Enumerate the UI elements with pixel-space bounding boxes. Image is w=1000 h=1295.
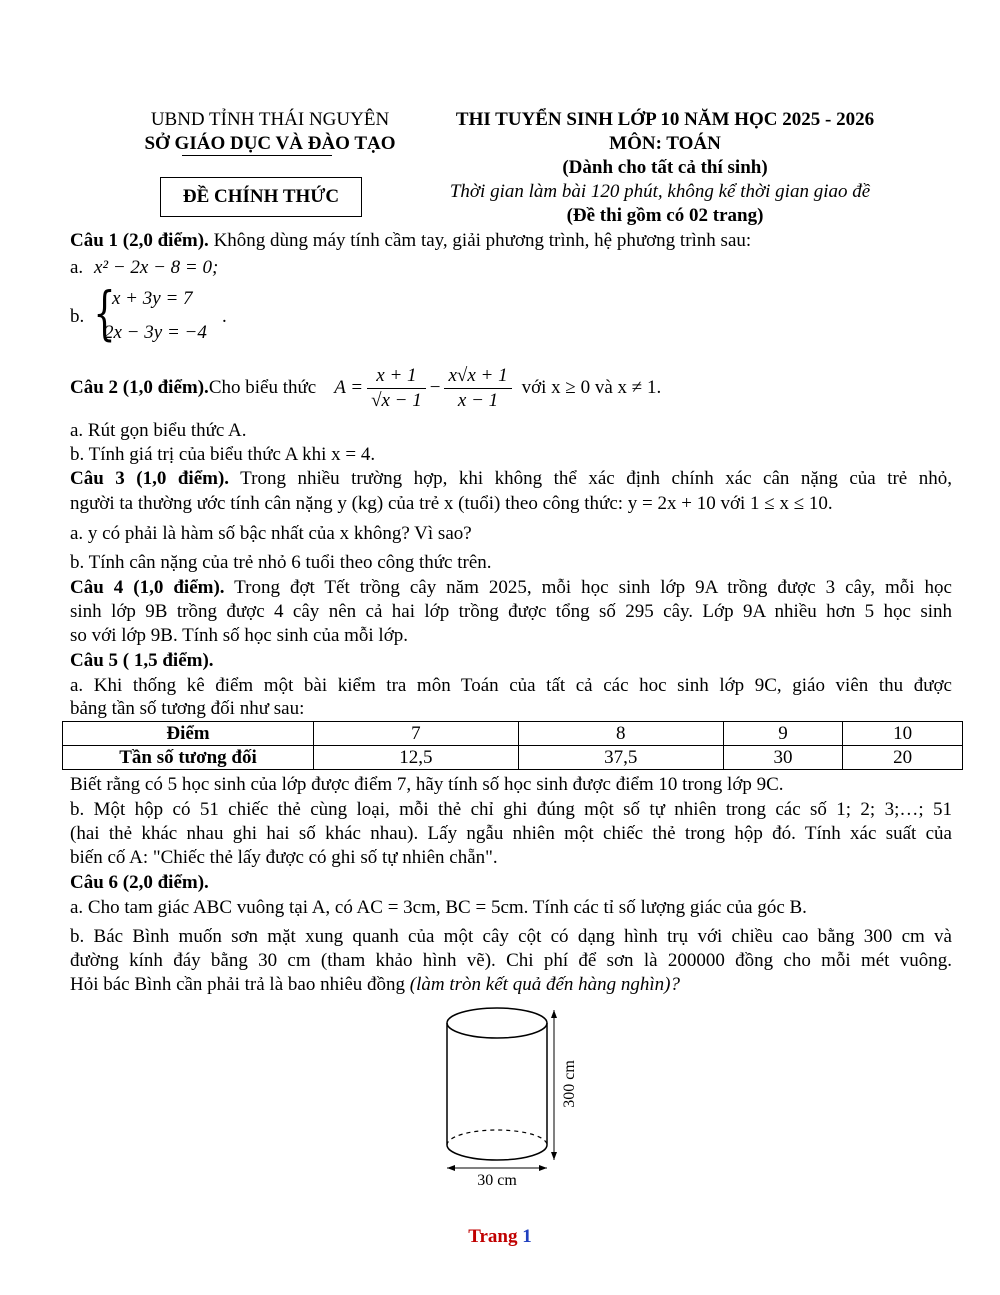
q5-a-line2: bảng tần số tương đối như sau: (70, 698, 305, 719)
q4-line1 (70, 576, 952, 600)
table-row (63, 746, 963, 770)
q6-a: a. Cho tam giác ABC vuông tại A, có AC = 3cm, BC = 5cm. Tính các tỉ số lượng giác của góc B. (70, 897, 807, 918)
q4-line3: so với lớp 9B. Tính số học sinh của mỗi lớp. (70, 625, 409, 646)
cylinder-bottom-back (447, 1130, 547, 1145)
header-right-line3: (Dành cho tất cả thí sinh) (562, 157, 768, 178)
q6-label: Câu 6 (2,0 điểm). (70, 872, 209, 893)
q2-line (70, 360, 661, 416)
q3-line1 (70, 467, 952, 491)
q2-condition: với x ≥ 0 và x ≠ 1. (521, 377, 662, 398)
table-cell: 12,5 (314, 746, 519, 770)
header-right-line5: (Đề thi gồm có 02 trang) (566, 205, 764, 226)
q2-fraction-1 (367, 364, 426, 413)
q1-line (70, 229, 952, 253)
q3-line2: người ta thường ước tính cân nặng y (kg) của trẻ x (tuổi) theo công thức: y = 2x + 10 với 1 ≤ x ≤ 10. (70, 493, 833, 514)
q1-b-eq2: 2x − 3y = −4 (104, 322, 207, 343)
table-cell: 7 (314, 722, 519, 746)
q4-line2: sinh lớp 9B trồng được 4 cây nên cả hai lớp trồng được tổng số 295 cây. Lớp 9A nhiều hơn 5 học sinh (70, 601, 952, 622)
q5-label: Câu 5 ( 1,5 điểm). (70, 650, 214, 671)
system-brace: { (93, 279, 116, 347)
height-arrowhead-top (551, 1010, 557, 1018)
header-right-line2: MÔN: TOÁN (609, 133, 721, 154)
table-row (63, 722, 963, 746)
q5-b-line1: b. Một hộp có 51 chiếc thẻ cùng loại, mỗi thẻ chỉ ghi đúng một số tự nhiên trong các số 1; 2; 3;…; 51 (70, 799, 952, 820)
q3-label: Câu 3 (1,0 điểm). (70, 468, 230, 489)
frequency-table (62, 721, 963, 770)
header-right-line4: Thời gian làm bài 120 phút, không kể thời gian giao đề (449, 181, 871, 202)
height-arrowhead-bottom (551, 1152, 557, 1160)
q2-text: Cho biểu thức (208, 377, 317, 398)
footer-page-word: Trang (468, 1226, 518, 1247)
q3-line1-text: Trong nhiều trường hợp, khi không thể xác định chính xác cân nặng của trẻ nhỏ, (229, 468, 952, 489)
q1-b-end: . (222, 306, 227, 327)
q6-b-line3-italic: (làm tròn kết quả đến hàng nghìn)? (409, 974, 680, 995)
q3-a: a. y có phải là hàm số bậc nhất của x không? Vì sao? (70, 523, 472, 544)
q2-b: b. Tính giá trị của biểu thức A khi x = 4. (70, 444, 376, 465)
page-footer (0, 1225, 1000, 1249)
table-cell: 10 (843, 722, 963, 746)
q4-label: Câu 4 (1,0 điểm). (70, 577, 225, 598)
q6-b-line3-main: Hỏi bác Bình cần phải trả là bao nhiêu đồng (70, 974, 410, 995)
q5-a-line1: a. Khi thống kê điểm một bài kiểm tra môn Toán của tất cả các hoc sinh lớp 9C, giáo viên thu được (70, 675, 952, 696)
diameter-label: 30 cm (477, 1172, 517, 1189)
q6-b-line3 (70, 973, 952, 997)
q6-b-line2: đường kính đáy bằng 30 cm (tham khảo hình vẽ). Chi phí để sơn là 200000 đồng cho mỗi mét vuông. (70, 950, 952, 971)
cylinder-bottom-front (447, 1145, 547, 1160)
q1-b-label: b. (70, 306, 85, 327)
header-left-line1: UBND TỈNH THÁI NGUYÊN (150, 109, 390, 130)
q2-fraction-2 (444, 364, 511, 413)
q2-expr-lhs: A = (334, 377, 364, 398)
header-underline (182, 155, 332, 156)
table-cell: 9 (723, 722, 843, 746)
q2-frac2-den: x − 1 (457, 389, 499, 411)
q5-after-table: Biết rằng có 5 học sinh của lớp được điểm 7, hãy tính số học sinh được điểm 10 trong lớp 9C. (70, 774, 784, 795)
q2-a: a. Rút gọn biểu thức A. (70, 420, 247, 441)
diameter-arrowhead-left (447, 1165, 455, 1171)
footer-page-number: 1 (522, 1226, 532, 1247)
q6-b-line1: b. Bác Bình muốn sơn mặt xung quanh của một cây cột có dạng hình trụ với chiều cao bằng 300 cm và (70, 926, 952, 947)
q3-b: b. Tính cân nặng của trẻ nhỏ 6 tuổi theo công thức trên. (70, 552, 492, 573)
height-label: 300 cm (561, 1060, 578, 1108)
table-header-relative-frequency: Tần số tương đối (63, 746, 314, 770)
q1-text: Không dùng máy tính cầm tay, giải phương trình, hệ phương trình sau: (208, 230, 752, 251)
header-right-line1: THI TUYỂN SINH LỚP 10 NĂM HỌC 2025 - 2026 (455, 109, 875, 130)
table-cell: 20 (843, 746, 963, 770)
table-cell: 8 (518, 722, 723, 746)
q1-b-eq1: x + 3y = 7 (112, 288, 193, 309)
table-cell: 30 (723, 746, 843, 770)
q2-frac1-den: √x − 1 (371, 389, 422, 411)
q5-b-line3: biến cố A: "Chiếc thẻ lấy được có ghi số tự nhiên chẵn". (70, 847, 498, 868)
header-left-line2: SỞ GIÁO DỤC VÀ ĐÀO TẠO (144, 133, 396, 154)
q5-b-line2: (hai thẻ khác nhau ghi hai số khác nhau). Lấy ngẫu nhiên một chiếc thẻ trong hộp đó. Tính xác suất của (70, 823, 952, 844)
q1-a-label: a. (70, 257, 84, 278)
q4-line1-text: Trong đợt Tết trồng cây năm 2025, mỗi học sinh lớp 9A trồng được 3 cây, mỗi học (224, 577, 952, 598)
table-cell: 37,5 (518, 746, 723, 770)
diameter-arrowhead-right (539, 1165, 547, 1171)
q1-a-equation: x² − 2x − 8 = 0; (93, 257, 219, 278)
q2-frac2-num: x√x + 1 (444, 364, 511, 389)
official-box: ĐỀ CHÍNH THỨC (160, 177, 362, 217)
cylinder-top (447, 1008, 547, 1038)
table-header-score: Điểm (63, 722, 314, 746)
q2-minus: − (429, 377, 441, 398)
q2-label: Câu 2 (1,0 điểm). (70, 377, 209, 398)
q1-label: Câu 1 (2,0 điểm). (70, 230, 209, 251)
q2-frac1-num: x + 1 (367, 364, 426, 389)
q1-a-line (70, 256, 952, 280)
